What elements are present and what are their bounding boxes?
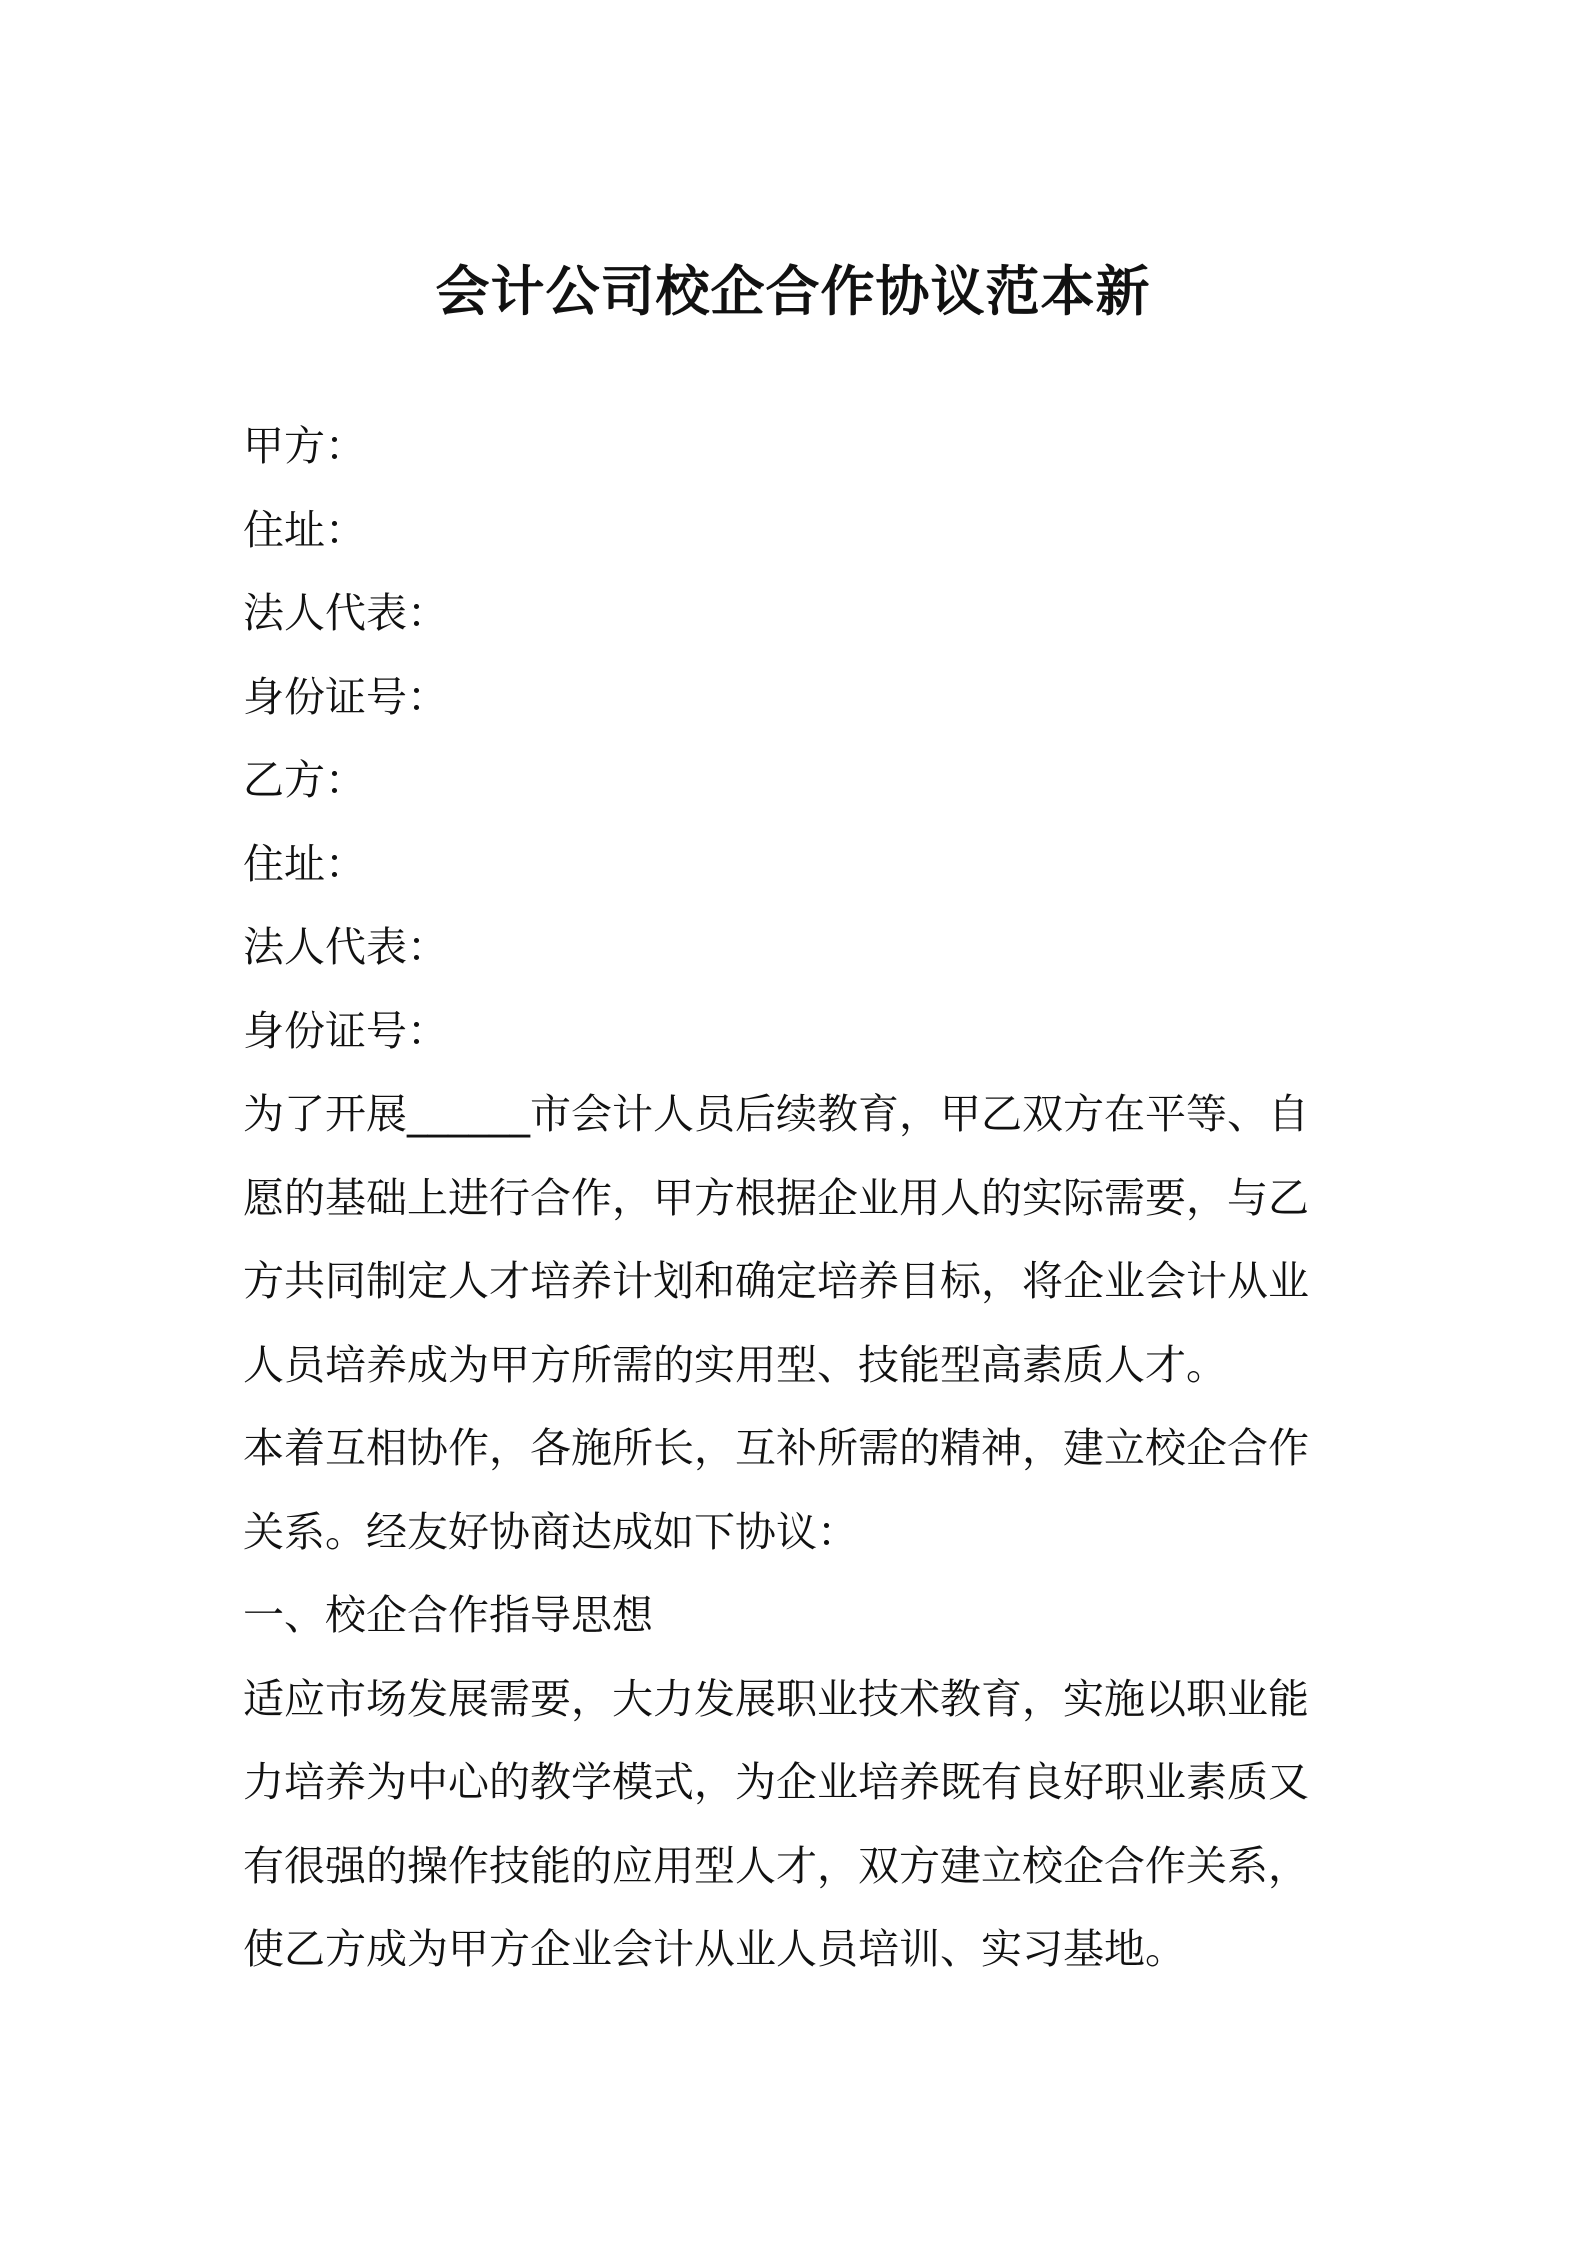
section-1-paragraph	[243, 1658, 1353, 1992]
paragraph-line: 有很强的操作技能的应用型人才，双方建立校企合作关系，	[243, 1841, 1309, 1890]
party-b-label: 乙方：	[243, 756, 366, 804]
paragraph-line: 适应市场发展需要，大力发展职业技术教育，实施以职业能	[243, 1674, 1309, 1723]
paragraph-line: 关系。经友好协商达成如下协议：	[243, 1507, 858, 1556]
paragraph-line: 本着互相协作，各施所长，互补所需的精神，建立校企合作	[243, 1424, 1309, 1472]
party-a-legal-rep-label: 法人代表：	[243, 589, 448, 637]
paragraph-line: 使乙方成为甲方企业会计从业人员培训、实习基地。	[243, 1925, 1186, 1973]
paragraph-line: 力培养为中心的教学模式，为企业培养既有良好职业素质又	[243, 1758, 1309, 1806]
document-title: 会计公司校企合作协议范本新	[435, 260, 1151, 323]
document-body	[243, 405, 1353, 1992]
section-1-heading: 一、校企合作指导思想	[243, 1591, 653, 1639]
party-b-id-label: 身份证号：	[243, 1006, 448, 1055]
party-a-label: 甲方：	[243, 422, 366, 470]
party-a-id-label: 身份证号：	[243, 672, 448, 721]
paragraph-line: 愿的基础上进行合作，甲方根据企业用人的实际需要，与乙	[243, 1173, 1309, 1222]
paragraph-line: 为了开展______市会计人员后续教育，甲乙双方在平等、自	[243, 1090, 1309, 1138]
paragraph-line: 方共同制定人才培养计划和确定培养目标，将企业会计从业	[243, 1257, 1309, 1305]
intro-paragraph	[243, 1073, 1353, 1407]
party-b-address-label: 住址：	[243, 839, 366, 888]
party-a-address-label: 住址：	[243, 505, 366, 554]
party-b-legal-rep-label: 法人代表：	[243, 923, 448, 971]
spirit-paragraph	[243, 1407, 1353, 1574]
paragraph-line: 人员培养成为甲方所需的实用型、技能型高素质人才。	[243, 1340, 1227, 1389]
